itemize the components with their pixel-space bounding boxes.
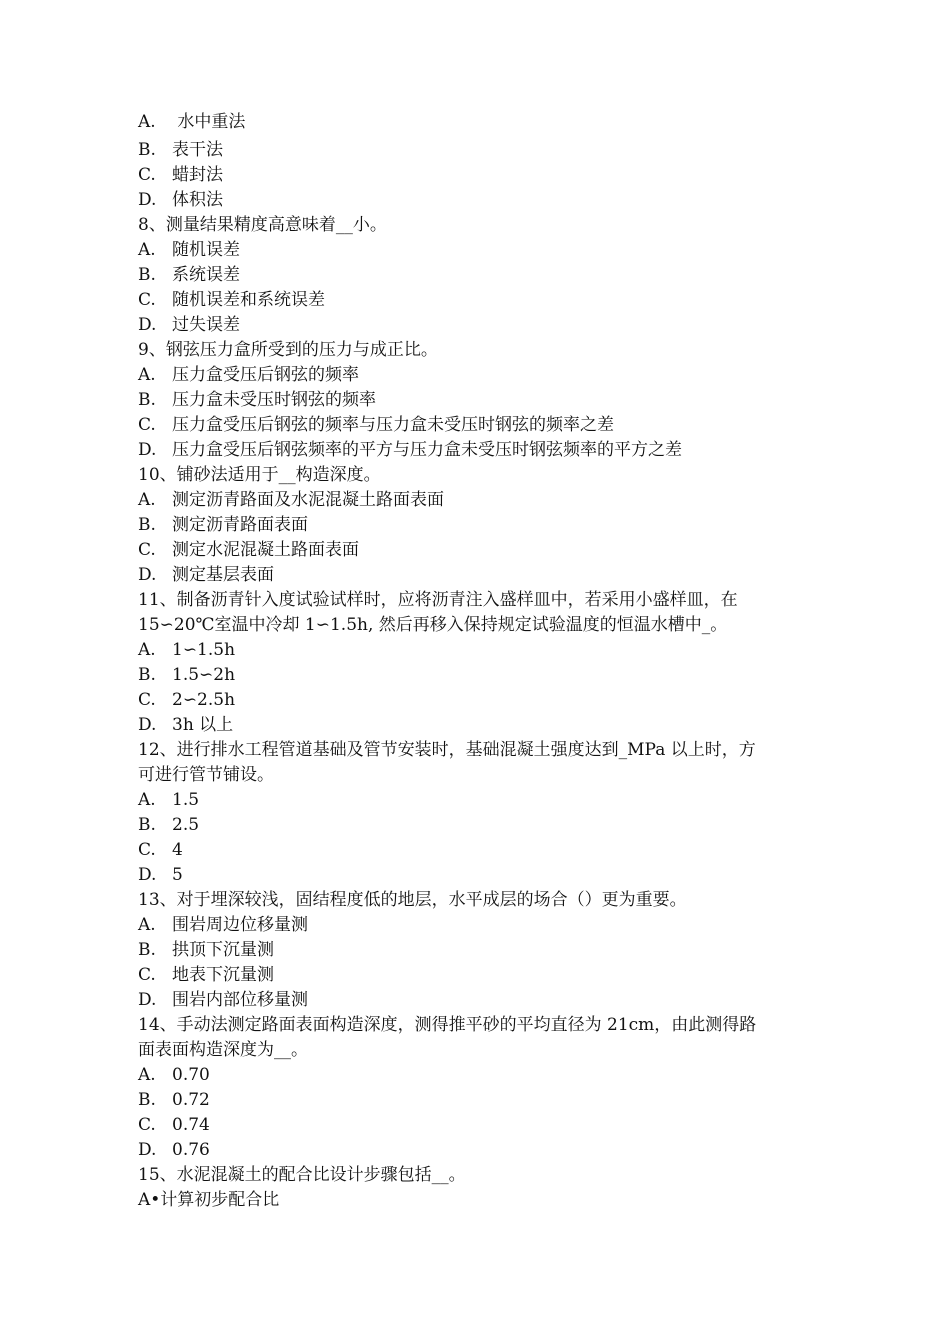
option-text: 1.5∽2h [172,665,236,685]
option-label: D. [138,865,157,885]
option-label: B. [138,665,156,685]
option-label: A. [138,365,156,385]
question-13: 13、对于埋深较浅，固结程度低的地层，水平成层的场合（）更为重要。 [138,890,687,910]
option-text: 随机误差 [172,240,240,260]
q10-option-b [138,513,818,538]
option-text: 3h 以上 [172,715,234,735]
question-14-line-1: 14、手动法测定路面表面构造深度，测得推平砂的平均直径为 21cm，由此测得路 [138,1015,757,1035]
option-text: 围岩内部位移量测 [172,990,308,1010]
q8-option-d [138,313,818,338]
option-text: 过失误差 [172,315,240,335]
q11-option-b [138,663,818,688]
q12-option-c [138,838,818,863]
option-label: C. [138,1115,156,1135]
q9-option-d [138,438,818,463]
option-label: A. [138,640,156,660]
q13-option-b [138,938,818,963]
q7-option-a [138,110,818,135]
q14-option-a [138,1063,818,1088]
q7-option-c [138,163,818,188]
q10-option-a [138,488,818,513]
option-label: C. [138,690,156,710]
option-label: D. [138,565,157,585]
option-text: 测定水泥混凝土路面表面 [172,540,359,560]
q9-option-c [138,413,818,438]
option-label: B. [138,1090,156,1110]
q11-option-d [138,713,818,738]
q11-option-a [138,638,818,663]
option-label: C. [138,540,156,560]
option-text: 水中重法 [172,112,246,132]
q13-option-a [138,913,818,938]
q14-option-d [138,1138,818,1163]
q13-option-c [138,963,818,988]
q11-option-c [138,688,818,713]
option-text: 系统误差 [172,265,240,285]
q7-option-b [138,138,818,163]
option-text: 测定基层表面 [172,565,274,585]
option-text: 5 [172,865,183,885]
question-12-line-1: 12、进行排水工程管道基础及管节安装时，基础混凝土强度达到_MPa 以上时，方 [138,740,756,760]
option-label: B. [138,265,156,285]
option-label: C. [138,840,156,860]
q15-option-a: A•计算初步配合比 [138,1190,280,1210]
option-label: A. [138,790,156,810]
question-12-line-2: 可进行管节铺设。 [138,765,274,785]
option-text: 压力盒未受压时钢弦的频率 [172,390,376,410]
question-14-line-2: 面表面构造深度为__。 [138,1040,308,1060]
option-label: D. [138,315,157,335]
question-15: 15、水泥混凝土的配合比设计步骤包括__。 [138,1165,466,1185]
option-text: 1∽1.5h [172,640,236,660]
q12-option-b [138,813,818,838]
option-label: D. [138,190,157,210]
q14-option-c [138,1113,818,1138]
option-label: B. [138,940,156,960]
option-label: B. [138,515,156,535]
option-text: 测定沥青路面及水泥混凝土路面表面 [172,490,444,510]
q8-option-a [138,238,818,263]
option-label: C. [138,965,156,985]
option-text: 4 [172,840,183,860]
option-label: A. [138,490,156,510]
question-11-line-1: 11、制备沥青针入度试验试样时，应将沥青注入盛样皿中，若采用小盛样皿，在 [138,590,738,610]
q8-option-c [138,288,818,313]
option-label: D. [138,440,157,460]
q9-option-a [138,363,818,388]
option-text: 蜡封法 [172,165,223,185]
q12-option-d [138,863,818,888]
q9-option-b [138,388,818,413]
question-11-line-2: 15∽20℃室温中冷却 1∽1.5h, 然后再移入保持规定试验温度的恒温水槽中_。 [138,615,728,635]
document-page [138,110,818,1213]
option-text: 0.70 [172,1065,210,1085]
option-label: A. [138,1065,156,1085]
option-label: A. [138,915,156,935]
option-text: 压力盒受压后钢弦的频率与压力盒未受压时钢弦的频率之差 [172,415,614,435]
option-label: D. [138,715,157,735]
q10-option-c [138,538,818,563]
option-text: 随机误差和系统误差 [172,290,325,310]
option-label: B. [138,140,156,160]
q10-option-d [138,563,818,588]
option-label: D. [138,1140,157,1160]
question-10: 10、铺砂法适用于__构造深度。 [138,465,381,485]
option-text: 测定沥青路面表面 [172,515,308,535]
option-text: 压力盒受压后钢弦的频率 [172,365,359,385]
option-text: 表干法 [172,140,223,160]
option-text: 拱顶下沉量测 [172,940,274,960]
option-text: 2∽2.5h [172,690,236,710]
option-text: 压力盒受压后钢弦频率的平方与压力盒未受压时钢弦频率的平方之差 [172,440,682,460]
option-text: 0.72 [172,1090,210,1110]
q7-option-d [138,188,818,213]
question-8: 8、测量结果精度高意味着__小。 [138,215,387,235]
option-label: A. [138,112,156,132]
q13-option-d [138,988,818,1013]
option-text: 1.5 [172,790,200,810]
option-text: 地表下沉量测 [172,965,274,985]
option-label: C. [138,290,156,310]
option-label: B. [138,390,156,410]
option-text: 0.76 [172,1140,210,1160]
q14-option-b [138,1088,818,1113]
option-label: C. [138,165,156,185]
q8-option-b [138,263,818,288]
option-text: 2.5 [172,815,200,835]
option-label: D. [138,990,157,1010]
option-label: B. [138,815,156,835]
option-text: 体积法 [172,190,223,210]
option-text: 围岩周边位移量测 [172,915,308,935]
option-label: C. [138,415,156,435]
question-9: 9、钢弦压力盒所受到的压力与成正比。 [138,340,438,360]
option-text: 0.74 [172,1115,210,1135]
q12-option-a [138,788,818,813]
option-label: A. [138,240,156,260]
